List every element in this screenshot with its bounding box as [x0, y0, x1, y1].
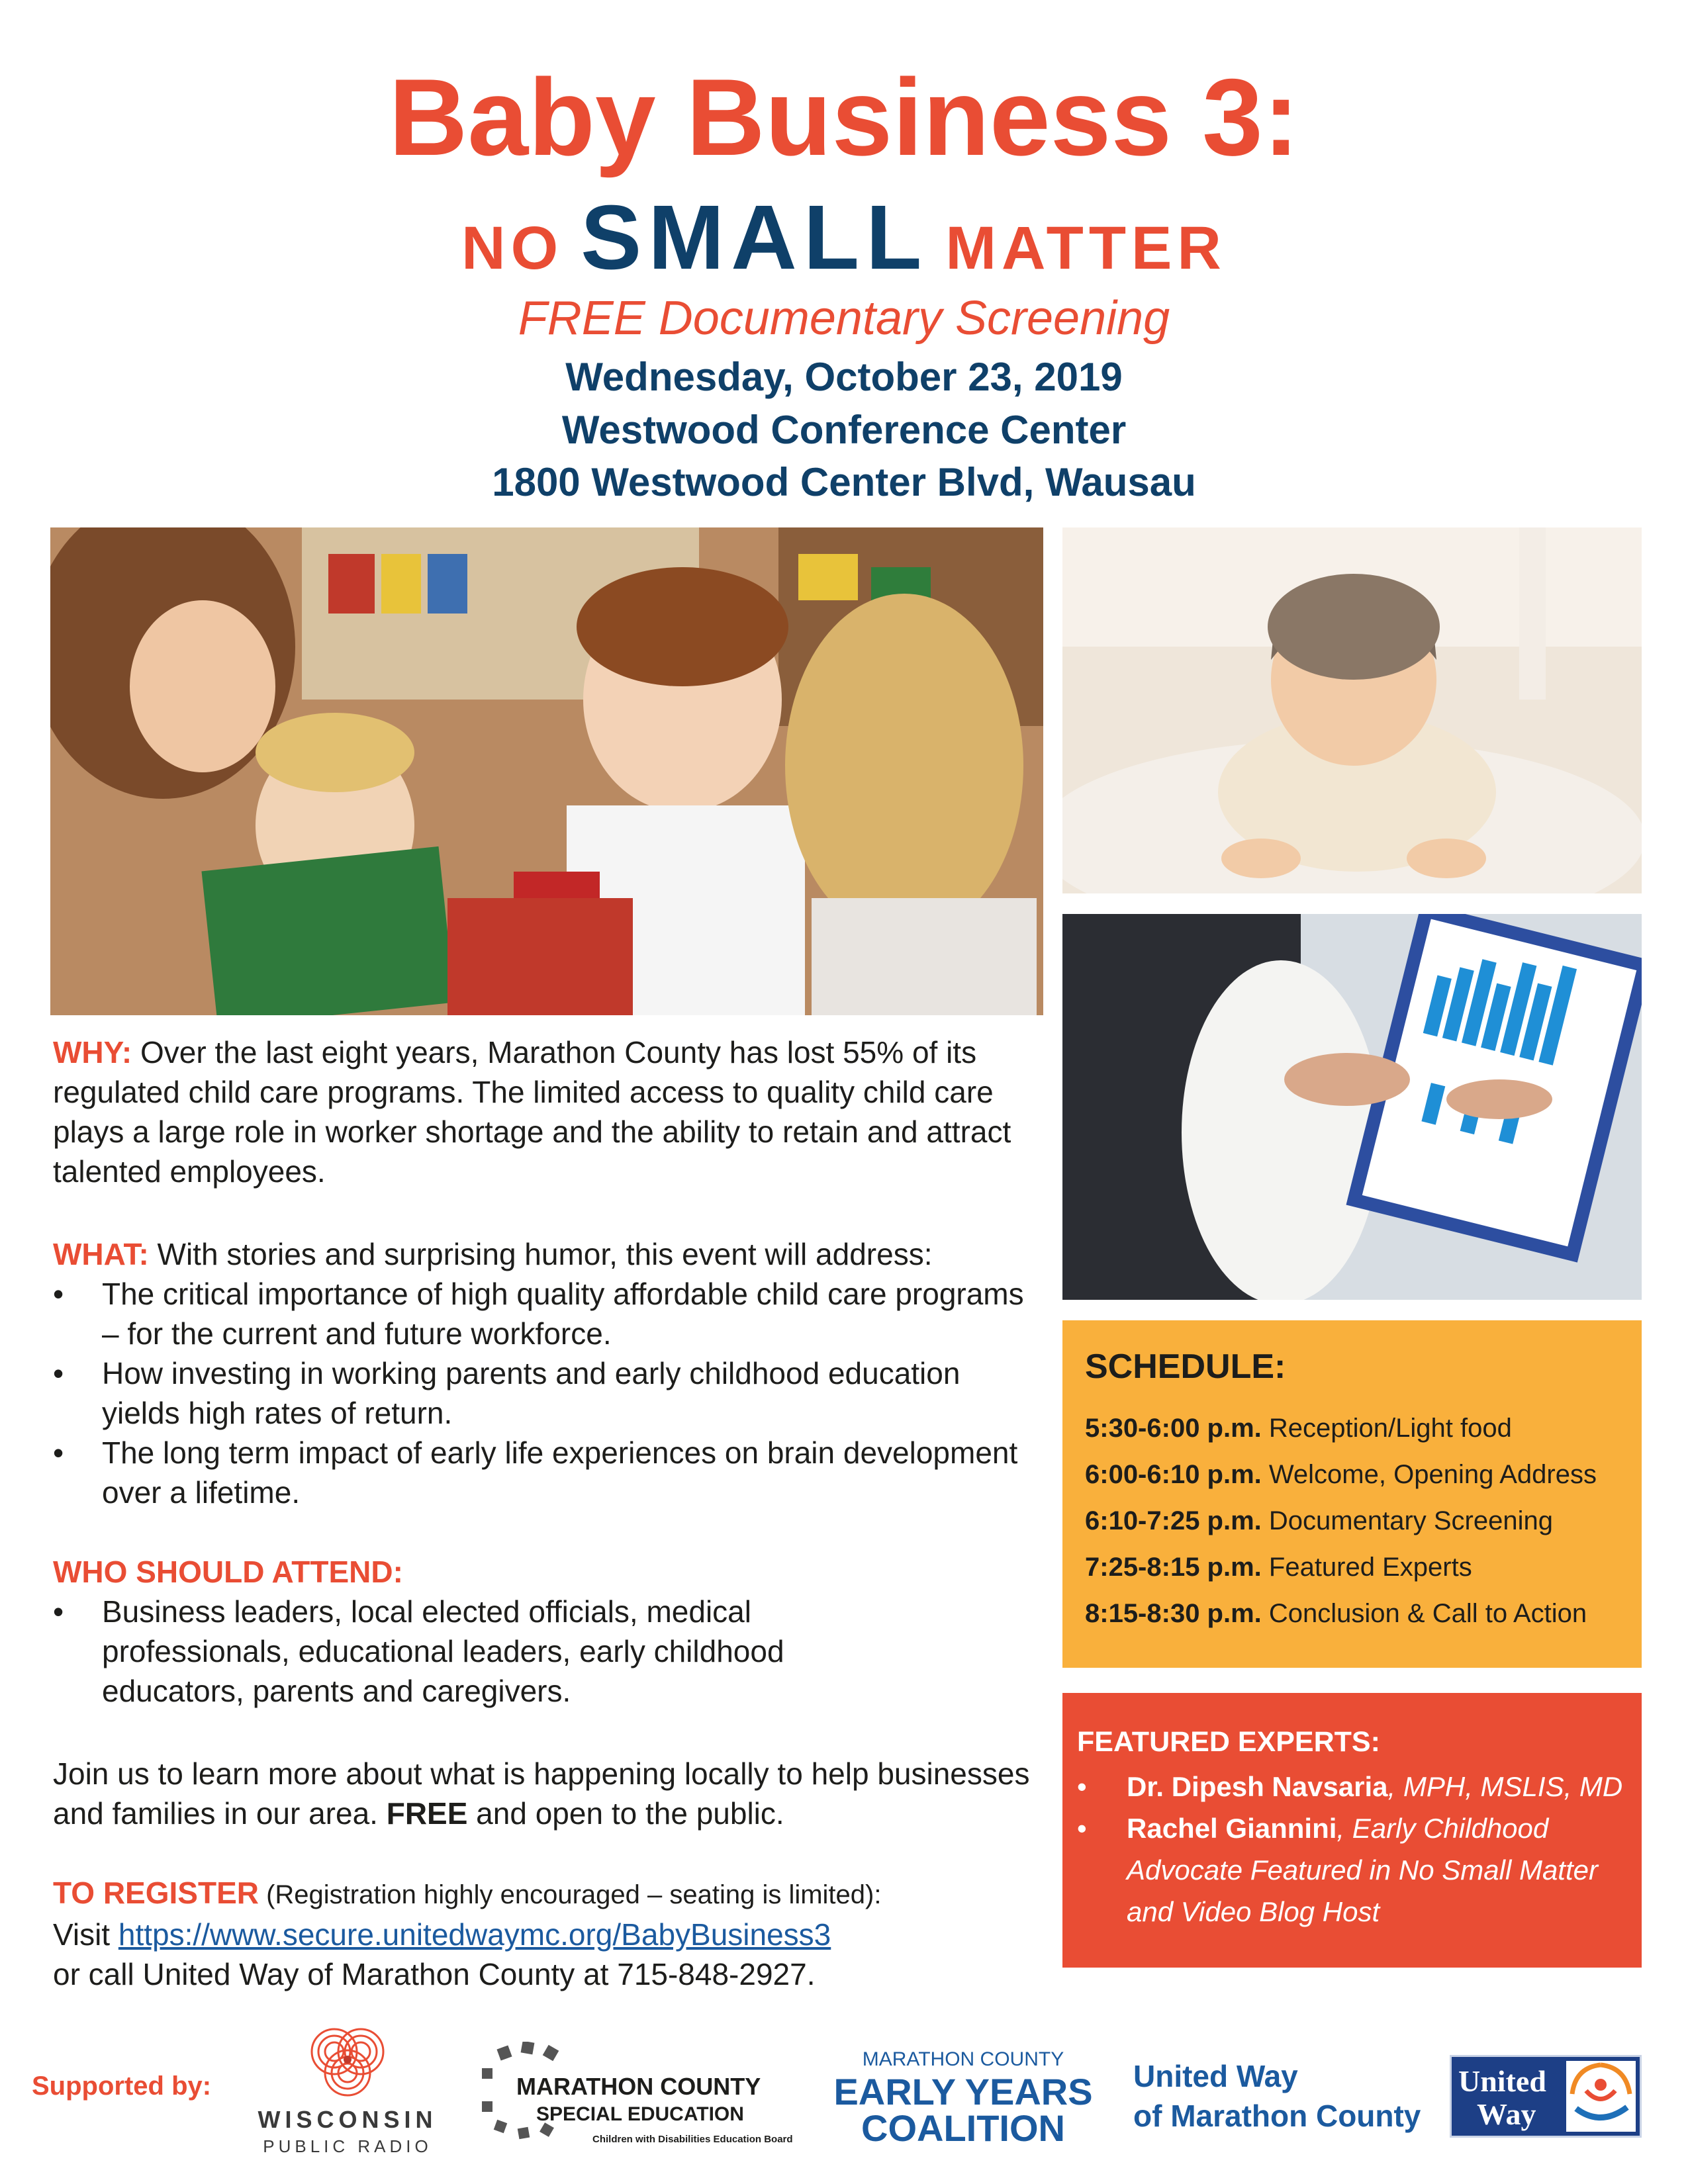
- register-visit: Visit: [53, 1917, 118, 1952]
- schedule-time: 7:25-8:15 p.m.: [1085, 1553, 1262, 1582]
- pregnant-woman-chart-photo: [1062, 914, 1642, 1300]
- join-tail: and open to the public.: [467, 1796, 784, 1831]
- subtitle-matter: MATTER: [945, 214, 1227, 282]
- schedule-desc: Welcome, Opening Address: [1261, 1460, 1597, 1489]
- mcse-subname: SPECIAL EDUCATION: [536, 2103, 744, 2125]
- schedule-list: [1085, 1405, 1597, 1637]
- schedule-item: [1085, 1498, 1597, 1544]
- schedule-box: [1062, 1320, 1642, 1668]
- eyc-coalition: COALITION: [861, 2107, 1065, 2149]
- wpr-name: WISCONSIN: [258, 2106, 438, 2133]
- schedule-desc: Conclusion & Call to Action: [1261, 1599, 1587, 1628]
- event-address: 1800 Westwood Center Blvd, Wausau: [492, 460, 1196, 504]
- schedule-desc: Reception/Light food: [1261, 1414, 1512, 1443]
- expert-creds: , MPH, MSLIS, MD: [1387, 1771, 1623, 1802]
- join-paragraph: [53, 1754, 1039, 1833]
- eyc-name: EARLY YEARS: [833, 2071, 1093, 2113]
- schedule-time: 5:30-6:00 p.m.: [1085, 1414, 1262, 1443]
- classroom-photo: [50, 527, 1043, 1015]
- what-label: WHAT:: [53, 1237, 149, 1271]
- uw-logo-word2: Way: [1477, 2097, 1536, 2131]
- what-item: • How investing in working parents and early childhood education yields high rates of return.: [53, 1353, 1039, 1433]
- supported-by-label: Supported by:: [32, 2071, 212, 2101]
- event-subtitle: [0, 187, 1688, 289]
- register-link[interactable]: https://www.secure.unitedwaymc.org/BabyBusiness3: [118, 1917, 831, 1952]
- schedule-title: SCHEDULE:: [1085, 1347, 1286, 1386]
- register-section: [53, 1873, 1039, 1994]
- wpr-subname: PUBLIC RADIO: [263, 2136, 432, 2156]
- schedule-item: [1085, 1590, 1597, 1637]
- subtitle-no: NO: [461, 214, 564, 282]
- baby-photo: [1062, 527, 1642, 893]
- experts-box: [1062, 1693, 1642, 1968]
- what-intro: With stories and surprising humor, this event will address:: [148, 1237, 933, 1271]
- event-tagline: FREE Documentary Screening: [518, 292, 1170, 345]
- who-section: [53, 1552, 1039, 1711]
- register-note: (Registration highly encouraged – seating is limited):: [258, 1880, 882, 1909]
- expert-item: [1077, 1807, 1626, 1933]
- uw-name: United Way: [1133, 2059, 1298, 2093]
- eyc-county: MARATHON COUNTY: [862, 2048, 1064, 2070]
- what-item: • The critical importance of high quality affordable child care programs – for the current and future workforce.: [53, 1274, 1039, 1353]
- join-free: FREE: [386, 1796, 468, 1831]
- schedule-item: [1085, 1451, 1597, 1498]
- who-item: • Business leaders, local elected officials, medical professionals, educational leaders, early childhood educators, parents and caregivers.: [53, 1592, 914, 1711]
- expert-name: Dr. Dipesh Navsaria: [1127, 1771, 1388, 1802]
- why-text: Over the last eight years, Marathon County has lost 55% of its regulated child care programs. The limited access to quality child care plays a large role in worker shortage and the ability to retain and attract talented employees.: [53, 1035, 1011, 1189]
- event-venue: Westwood Conference Center: [561, 408, 1127, 452]
- subtitle-small: SMALL: [581, 187, 929, 289]
- schedule-time: 6:10-7:25 p.m.: [1085, 1506, 1262, 1535]
- uw-county: of Marathon County: [1133, 2099, 1421, 2133]
- wpr-logo-mark: [305, 2019, 391, 2105]
- expert-item: [1077, 1766, 1626, 1807]
- expert-creds: , Early Childhood Advocate Featured in No Small Matter and Video Blog Host: [1127, 1813, 1598, 1927]
- event-date: Wednesday, October 23, 2019: [565, 355, 1123, 399]
- schedule-time: 8:15-8:30 p.m.: [1085, 1599, 1262, 1628]
- experts-title: FEATURED EXPERTS:: [1077, 1726, 1380, 1758]
- why-label: WHY:: [53, 1035, 132, 1069]
- register-call: or call United Way of Marathon County at 715-848-2927.: [53, 1957, 816, 1991]
- schedule-time: 6:00-6:10 p.m.: [1085, 1460, 1262, 1489]
- schedule-item: [1085, 1544, 1597, 1590]
- register-label: TO REGISTER: [53, 1876, 259, 1910]
- expert-name: Rachel Giannini: [1127, 1813, 1337, 1844]
- uw-logo-word1: United: [1458, 2064, 1546, 2098]
- schedule-item: [1085, 1405, 1597, 1451]
- uw-hand-icon: [1566, 2061, 1636, 2132]
- join-text: Join us to learn more about what is happening locally to help businesses and families in our area.: [53, 1756, 1030, 1831]
- event-title: Baby Business 3:: [389, 56, 1299, 178]
- why-section: [53, 1032, 1039, 1191]
- who-label: WHO SHOULD ATTEND:: [53, 1555, 403, 1589]
- united-way-logo: [1450, 2055, 1642, 2138]
- mcse-tagline: Children with Disabilities Education Board: [592, 2134, 793, 2145]
- schedule-desc: Documentary Screening: [1261, 1506, 1553, 1535]
- mcse-name: MARATHON COUNTY: [516, 2073, 761, 2100]
- what-section: [53, 1234, 1039, 1512]
- experts-list: [1077, 1766, 1626, 1933]
- schedule-desc: Featured Experts: [1261, 1553, 1472, 1582]
- what-item: • The long term impact of early life experiences on brain development over a lifetime.: [53, 1433, 1039, 1512]
